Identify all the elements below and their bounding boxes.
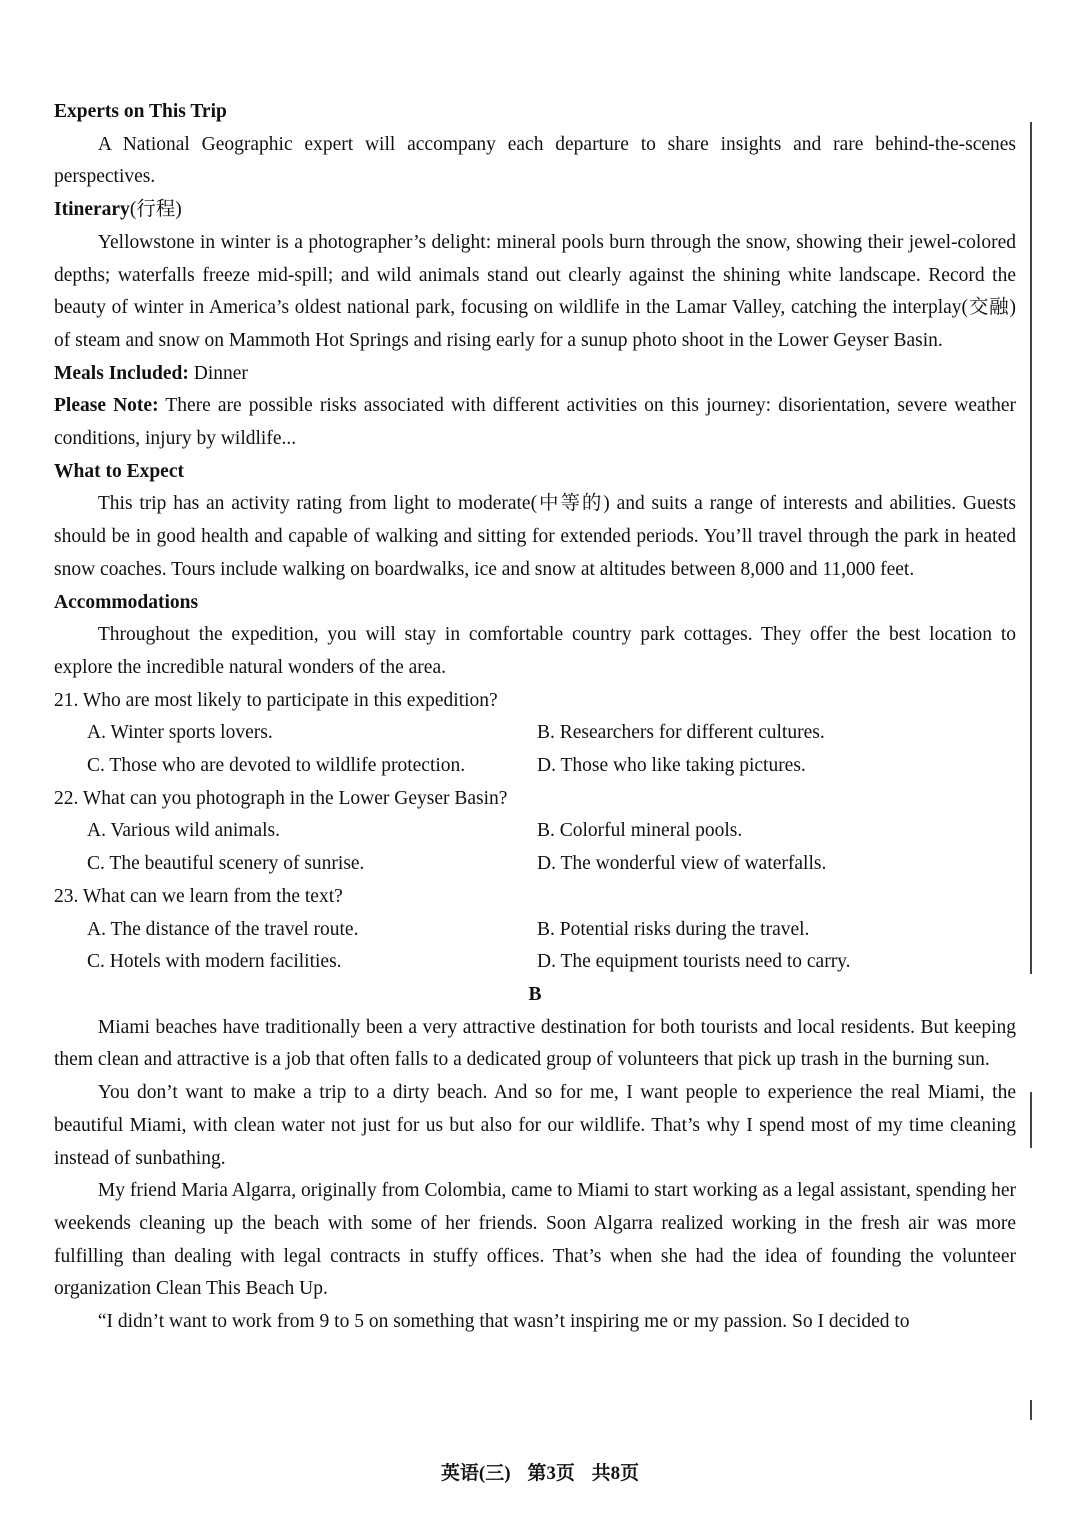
accommodations-paragraph: Throughout the expedition, you will stay in comfortable country park cottages. They offer the best location to explore the incredible natural wonders of the area. <box>54 624 1016 678</box>
option-a: A. Various wild animals. <box>87 820 281 842</box>
passage-b-paragraph: Miami beaches have traditionally been a very attractive destination for both tourists and local residents. But keeping them clean and attractive is a job that often falls to a dedicated group of volunteers that pick up trash in the burning sun. <box>54 1016 1016 1071</box>
option-b: B. Colorful mineral pools. <box>537 820 743 842</box>
option-c: C. Hotels with modern facilities. <box>87 951 342 973</box>
footer-subject: 英语(三) <box>440 1463 511 1484</box>
footer-page-number: 第3页 <box>527 1463 575 1484</box>
margin-line <box>1030 1092 1032 1148</box>
itinerary-heading-label: Itinerary <box>54 199 130 221</box>
option-b: B. Potential risks during the travel. <box>537 918 810 940</box>
section-b-letter <box>54 979 1016 1012</box>
meals-label: Meals Included: <box>54 362 189 384</box>
experts-heading: Experts on This Trip <box>54 101 227 122</box>
itinerary-heading <box>54 194 1016 227</box>
option-b: B. Researchers for different cultures. <box>537 722 825 744</box>
option-a: A. The distance of the travel route. <box>87 918 359 940</box>
option-c: C. Those who are devoted to wildlife protection. <box>87 755 466 777</box>
page-content <box>54 96 1016 1339</box>
option-c: C. The beautiful scenery of sunrise. <box>87 853 365 875</box>
option-d: D. The equipment tourists need to carry. <box>537 951 851 973</box>
passage-b-paragraph: My friend Maria Algarra, originally from Colombia, came to Miami to start working as a legal assistant, spending her weekends cleaning up the beach with some of her friends. Soon Algarra realized working in the fresh air was more fulfilling than dealing with legal contracts in stuffy offices. That’s when she had the idea of founding the volunteer organization Clean This Beach Up. <box>54 1180 1016 1300</box>
note-line <box>54 390 1016 455</box>
expect-paragraph: This trip has an activity rating from light to moderate(中等的) and suits a range of interests and abilities. Guests should be in good health and capable of walking and sitting for extended periods. You’ll travel through the park in heated snow coaches. Tours include walking on boardwalks, ice and snow at altitudes between 8,000 and 11,000 feet. <box>54 493 1016 580</box>
question-options <box>54 914 1016 979</box>
passage-b-paragraph: You don’t want to make a trip to a dirty beach. And so for me, I want people to experience the real Miami, the beautiful Miami, with clean water not just for us but also for our wildlife. That’s why I spend most of my time cleaning instead of sunbathing. <box>54 1082 1016 1169</box>
question-stem: 23. What can we learn from the text? <box>54 885 343 907</box>
option-d: D. Those who like taking pictures. <box>537 755 806 777</box>
question-stem: 21. Who are most likely to participate in this expedition? <box>54 689 498 711</box>
option-d: D. The wonderful view of waterfalls. <box>537 853 827 875</box>
page-footer <box>0 1458 1080 1485</box>
note-label: Please Note: <box>54 395 159 417</box>
option-a: A. Winter sports lovers. <box>87 722 273 744</box>
passage-b-paragraph: “I didn’t want to work from 9 to 5 on something that wasn’t inspiring me or my passion. So I decided to <box>97 1311 910 1333</box>
question-stem: 22. What can you photograph in the Lower Geyser Basin? <box>54 787 508 809</box>
meals-line <box>54 358 1016 391</box>
section-b-letter-text: B <box>528 983 542 1005</box>
meals-value: Dinner <box>188 362 248 384</box>
itinerary-heading-note: (行程) <box>129 199 182 221</box>
footer-total-pages: 共8页 <box>591 1463 640 1484</box>
accommodations-heading: Accommodations <box>54 591 199 613</box>
question-options <box>54 717 1016 782</box>
margin-line <box>1030 1400 1032 1420</box>
note-value: There are possible risks associated with different activities on this journey: disorientation, severe weather conditions, injury by wildlife... <box>54 395 1016 450</box>
question-options <box>54 815 1016 880</box>
itinerary-paragraph: Yellowstone in winter is a photographer’s delight: mineral pools burn through the snow, showing their jewel-colored depths; waterfalls freeze mid-spill; and wild animals stand out clearly against the shining white landscape. Record the beauty of winter in America’s oldest national park, focusing on wildlife in the Lamar Valley, catching the interplay(交融) of steam and snow on Mammoth Hot Springs and rising early for a sunup photo shoot in the Lower Geyser Basin. <box>54 231 1016 351</box>
experts-paragraph: A National Geographic expert will accompany each departure to share insights and rare behind-the-scenes perspectives. <box>54 133 1016 188</box>
expect-heading: What to Expect <box>54 460 184 482</box>
